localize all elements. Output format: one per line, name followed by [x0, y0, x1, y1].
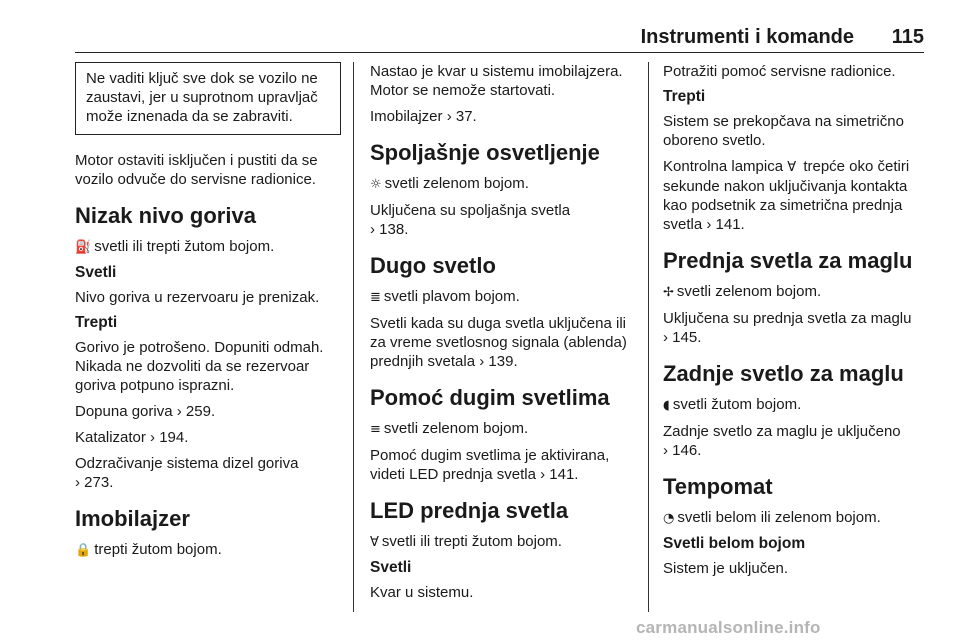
subheading: Trepti [75, 314, 118, 331]
reference-arrow-icon: › [706, 216, 712, 233]
reference-arrow-icon: › [663, 442, 668, 459]
page-header [75, 26, 924, 53]
fuel-pump-icon: ⛽ [75, 240, 92, 255]
column-divider [353, 62, 354, 612]
column-divider [648, 62, 649, 612]
column-2 [370, 62, 636, 612]
paragraph: 🔒 trepti žutom bojom. [75, 541, 222, 558]
car-key-icon: 🔒 [75, 543, 92, 558]
paragraph: Svetli kada su duga svetla uključena ili za vreme svetlosnog signala (ablenda) prednjih svetala › 139. [370, 315, 627, 370]
paragraph: ◖ svetli žutom bojom. [663, 396, 802, 413]
paragraph: ✢ svetli zelenom bojom. [663, 283, 822, 300]
high-beam-icon: ≣ [370, 290, 381, 305]
column-1 [75, 62, 341, 612]
cross-reference[interactable]: Dopuna goriva › 259. [75, 403, 216, 420]
subheading: Trepti [663, 88, 706, 105]
subheading: Svetli belom bojom [663, 535, 806, 552]
heading-low-fuel: Nizak nivo goriva [75, 203, 256, 228]
reference-arrow-icon: › [370, 221, 375, 238]
paragraph: Potražiti pomoć servisne radionice. [663, 63, 896, 80]
reference-arrow-icon: › [663, 329, 668, 346]
reference-arrow-icon: › [479, 353, 485, 370]
paragraph: Nivo goriva u rezervoaru je prenizak. [75, 289, 320, 306]
paragraph: Zadnje svetlo za maglu je uključeno › 146. [663, 423, 901, 459]
cross-reference[interactable]: Katalizator › 194. [75, 429, 189, 446]
heading-rear-fog: Zadnje svetlo za maglu [663, 361, 904, 386]
paragraph: Sistem se prekopčava na simetrično oboreno svetlo. [663, 113, 904, 149]
paragraph: Pomoć dugim svetlima je aktivirana, videti LED prednja svetla › 141. [370, 447, 610, 483]
paragraph: Motor ostaviti isključen i pustiti da se vozilo odvuče do servisne radionice. [75, 152, 318, 188]
heading-immobilizer: Imobilajzer [75, 506, 190, 531]
led-headlight-icon: Ɐ [787, 160, 797, 175]
heading-led-headlights: LED prednja svetla [370, 498, 569, 523]
reference-arrow-icon: › [446, 108, 452, 125]
rear-fog-light-icon: ◖ [663, 398, 670, 413]
paragraph: ≣ svetli plavom bojom. [370, 288, 520, 305]
paragraph: ≡ svetli zelenom bojom. [370, 420, 529, 437]
cross-reference[interactable]: Imobilajzer › 37. [370, 108, 477, 125]
heading-exterior-lights: Spoljašnje osvetljenje [370, 140, 600, 165]
front-fog-light-icon: ✢ [663, 285, 674, 300]
paragraph: Sistem je uključen. [663, 560, 789, 577]
paragraph: Gorivo je potrošeno. Dopuniti odmah. Nikada ne dozvoliti da se rezervoar goriva potpuno isprazni. [75, 339, 324, 394]
cross-reference[interactable]: Odzračivanje sistema dizel goriva › 273. [75, 455, 299, 491]
heading-cruise-control: Tempomat [663, 474, 773, 499]
paragraph: Uključena su spoljašnja svetla › 138. [370, 202, 571, 238]
reference-arrow-icon: › [150, 429, 156, 446]
subheading: Svetli [370, 559, 412, 576]
paragraph: ◔ svetli belom ili zelenom bojom. [663, 509, 881, 526]
paragraph: ⛽ svetli ili trepti žutom bojom. [75, 238, 275, 255]
paragraph: Uključena su prednja svetla za maglu › 145. [663, 310, 912, 346]
paragraph: Kvar u sistemu. [370, 584, 474, 601]
heading-front-fog: Prednja svetla za maglu [663, 248, 913, 273]
watermark: carmanualsonline.info [636, 618, 821, 637]
paragraph: Nastao je kvar u sistemu imobilajzera. Motor se nemože startovati. [370, 63, 623, 99]
paragraph: Kontrolna lampica Ɐ trepće oko četiri sekunde nakon uključivanja kontakta kao podsetnik za simetrična prednja svetla › 141. [663, 158, 910, 233]
section-title: Instrumenti i komande [640, 26, 854, 48]
page-number: 115 [891, 26, 924, 48]
heading-high-beam-assist: Pomoć dugim svetlima [370, 385, 610, 410]
warning-box: Ne vaditi ključ sve dok se vozilo ne zaustavi, jer u suprotnom upravljač može iznenada da se zabraviti. [75, 62, 341, 135]
high-beam-assist-icon: ≡ [370, 422, 381, 437]
reference-arrow-icon: › [540, 466, 546, 483]
paragraph: Ɐ svetli ili trepti žutom bojom. [370, 533, 562, 550]
paragraph: ☼ svetli zelenom bojom. [370, 175, 529, 192]
reference-arrow-icon: › [75, 474, 80, 491]
exterior-light-icon: ☼ [370, 177, 382, 192]
led-headlight-icon: Ɐ [370, 535, 379, 550]
cruise-control-icon: ◔ [663, 511, 675, 526]
subheading: Svetli [75, 264, 117, 281]
heading-high-beam: Dugo svetlo [370, 253, 496, 278]
reference-arrow-icon: › [176, 403, 182, 420]
column-3 [663, 62, 929, 612]
